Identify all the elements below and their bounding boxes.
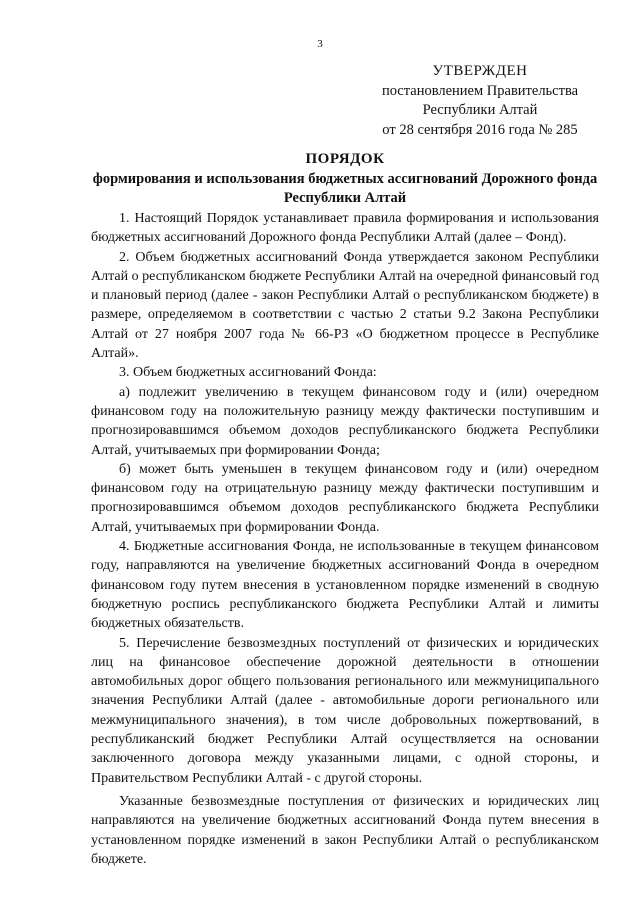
page-number: 3 bbox=[317, 38, 323, 50]
document-title-block bbox=[90, 150, 600, 208]
document-subtitle: формирования и использования бюджетных ассигнований Дорожного фонда Республики Алтай bbox=[92, 171, 598, 206]
approval-stamp-block bbox=[360, 62, 600, 140]
paragraph-3b: б) может быть уменьшен в текущем финансовом году и (или) очередном финансовом году на отрицательную разницу между фактически поступившим и прогнозировавшимся объемом доходов республиканского бюджета Республики Алтай, учитываемых при формировании Фонда. bbox=[91, 461, 599, 535]
paragraph-4: 4. Бюджетные ассигнования Фонда, не использованные в текущем финансовом году, направляются на увеличение бюджетных ассигнований Фонда в очередном финансовом году путем внесения в установленном порядке изменений в сводную бюджетную роспись республиканского бюджета Республики Алтай и лимиты бюджетных обязательств. bbox=[91, 539, 599, 632]
paragraph-3: 3. Объем бюджетных ассигнований Фонда: bbox=[119, 365, 377, 381]
approval-line-decree: постановлением Правительства bbox=[381, 82, 579, 99]
approval-heading: УТВЕРЖДЕН bbox=[432, 63, 528, 79]
document-title: ПОРЯДОК bbox=[305, 151, 385, 167]
paragraph-1: 1. Настоящий Порядок устанавливает правила формирования и использования бюджетных ассигнований Дорожного фонда Республики Алтай (далее – Фонд). bbox=[91, 211, 599, 246]
paragraph-3a: а) подлежит увеличению в текущем финансовом году и (или) очередном финансовом году на положительную разницу между фактически поступившим и прогнозировавшимся объемом доходов республиканского бюджета Республики Алтай, учитываемых при формировании Фонда; bbox=[91, 384, 599, 458]
paragraph-2: 2. Объем бюджетных ассигнований Фонда утверждается законом Республики Алтай о республиканском бюджете Республики Алтай на очередной финансовый год и плановый период (далее - закон Республики Алтай о республиканском бюджете) в размере, определяемом в соответствии с частью 2 статьи 9.2 Закона Республики Алтай от 27 ноября 2007 года № 66-РЗ «О бюджетном процессе в Республике Алтай». bbox=[91, 249, 599, 362]
approval-line-date: от 28 сентября 2016 года № 285 bbox=[382, 121, 578, 138]
paragraph-5-continued: Указанные безвозмездные поступления от физических и юридических лиц направляются на увеличение бюджетных ассигнований Фонда путем внесения в установленном порядке изменений в закон Республики Алтай о республиканском бюджете. bbox=[91, 793, 599, 867]
document-body bbox=[91, 209, 599, 869]
paragraph-5: 5. Перечисление безвозмездных поступлений от физических и юридических лиц на финансовое обеспечение дорожной деятельности в отношении автомобильных дорог общего пользования регионального или межмуниципального значения Республики Алтай (далее - автомобильные дороги регионального или межмуниципального значения), в том числе добровольных пожертвований, в республиканский бюджет Республики Алтай осуществляется на основании заключенного договора между указанными лицами, с одной стороны, и Правительством Республики Алтай - с другой стороны. bbox=[91, 635, 599, 786]
approval-line-republic: Республики Алтай bbox=[422, 102, 538, 118]
